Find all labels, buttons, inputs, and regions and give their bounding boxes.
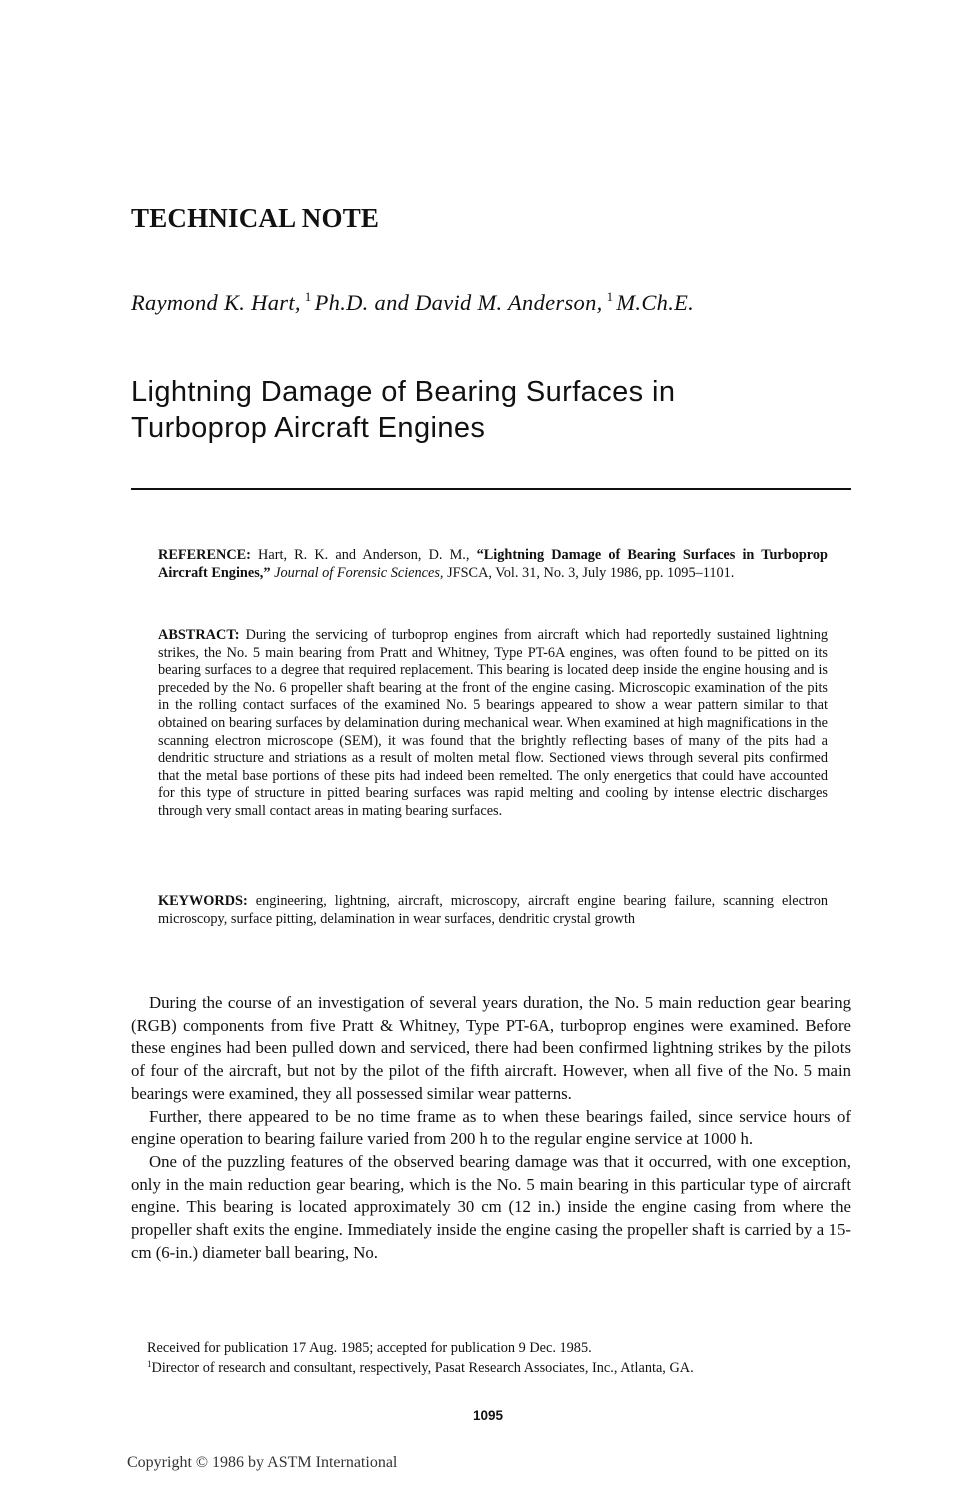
title-line-1: Lightning Damage of Bearing Surfaces in: [131, 376, 676, 408]
body-paragraph-3: One of the puzzling features of the observed bearing damage was that it occurred, with one exception, only in the main reduction gear bearing, which is the No. 5 main bearing in this particular type of aircraft engine. This bearing is located approximately 30 cm (12 in.) inside the engine casing from where the propeller shaft exits the engine. Immediately inside the engine casing the propeller shaft is carried by a 15-cm (6-in.) diameter ball bearing, No.: [131, 1151, 851, 1262]
abstract-label: ABSTRACT:: [158, 627, 240, 643]
body-paragraph-1: During the course of an investigation of several years duration, the No. 5 main reduction gear bearing (RGB) components from five Pratt & Whitney, Type PT-6A, turboprop engines were examined. Before these engines had been pulled down and serviced, there had been confirmed lightning strikes by the pilots of four of the aircraft, but not by the pilot of the fifth aircraft. However, when all five of the No. 5 main bearings were examined, they all possessed similar wear patterns.: [131, 993, 851, 1103]
reference-authors: Hart, R. K. and Anderson, D. M.,: [258, 547, 470, 563]
body-paragraph-2: Further, there appeared to be no time frame as to when these bearings failed, since service hours of engine operation to bearing failure varied from 200 h to the regular engine service at 1000 h.: [131, 1106, 851, 1149]
reference-journal: Journal of Forensic Sciences,: [274, 564, 444, 581]
copyright-notice: Copyright © 1986 by ASTM International: [127, 1454, 398, 1471]
received-footnote: Received for publication 17 Aug. 1985; accepted for publication 9 Dec. 1985.: [147, 1340, 592, 1356]
author-line: [131, 290, 694, 316]
reference-details: JFSCA, Vol. 31, No. 3, July 1986, pp. 1095–1101.: [447, 564, 735, 581]
title-divider: [131, 488, 851, 490]
keywords-text: engineering, lightning, aircraft, microscopy, aircraft engine bearing failure, scanning electron microscopy, surface pitting, delamination in wear surfaces, dendritic crystal growth: [158, 893, 828, 927]
author-degree-and-author-2: Ph.D. and David M. Anderson,: [314, 290, 603, 315]
affiliation-footnote: [147, 1358, 847, 1378]
reference-label: REFERENCE:: [158, 547, 251, 563]
abstract-block: [158, 627, 828, 821]
affiliation-footnote-mark: 1: [147, 1359, 152, 1369]
page-number: 1095: [472, 1408, 504, 1423]
reference-block: [158, 547, 828, 582]
body-text: [131, 992, 851, 1264]
reference-article-title: “Lightning Damage of Bearing Surfaces in Turboprop Aircraft Engines,”: [158, 547, 828, 581]
section-label: TECHNICAL NOTE: [131, 203, 380, 233]
affiliation-text: Director of research and consultant, respectively, Pasat Research Associates, Inc., Atlanta, GA.: [151, 1360, 694, 1376]
author-2-degree: M.Ch.E.: [616, 290, 695, 315]
author-1-footnote-mark: 1: [304, 289, 312, 304]
article-title: [131, 374, 675, 446]
keywords-block: [158, 893, 828, 928]
title-line-2: Turboprop Aircraft Engines: [131, 412, 486, 444]
author-1-name: Raymond K. Hart,: [131, 290, 301, 315]
keywords-label: KEYWORDS:: [158, 893, 248, 909]
abstract-text: During the servicing of turboprop engines from aircraft which had reportedly sustained lightning strikes, the No. 5 main bearing from Pratt and Whitney, Type PT-6A engines, was often found to be pitted on its bearing surfaces to a degree that required replacement. This bearing is located deep inside the engine housing and is preceded by the No. 6 propeller shaft bearing at the front of the engine casing. Microscopic examination of the pits in the rolling contact surfaces of the examined No. 5 bearings appeared to show a wear pattern similar to that obtained on bearing surfaces by delamination during mechanical wear. When examined at high magnifications in the scanning electron microscope (SEM), it was found that the brightly reflecting bases of many of the pits had a dendritic structure and striations as a result of molten metal flow. Sectioned views through several pits confirmed that the metal base portions of these pits had indeed been remelted. The only energetics that could have accounted for this type of structure in pitted bearing surfaces was rapid melting and cooling by intense electric discharges through very small contact areas in mating bearing surfaces.: [158, 627, 828, 819]
author-2-footnote-mark: 1: [606, 289, 614, 304]
